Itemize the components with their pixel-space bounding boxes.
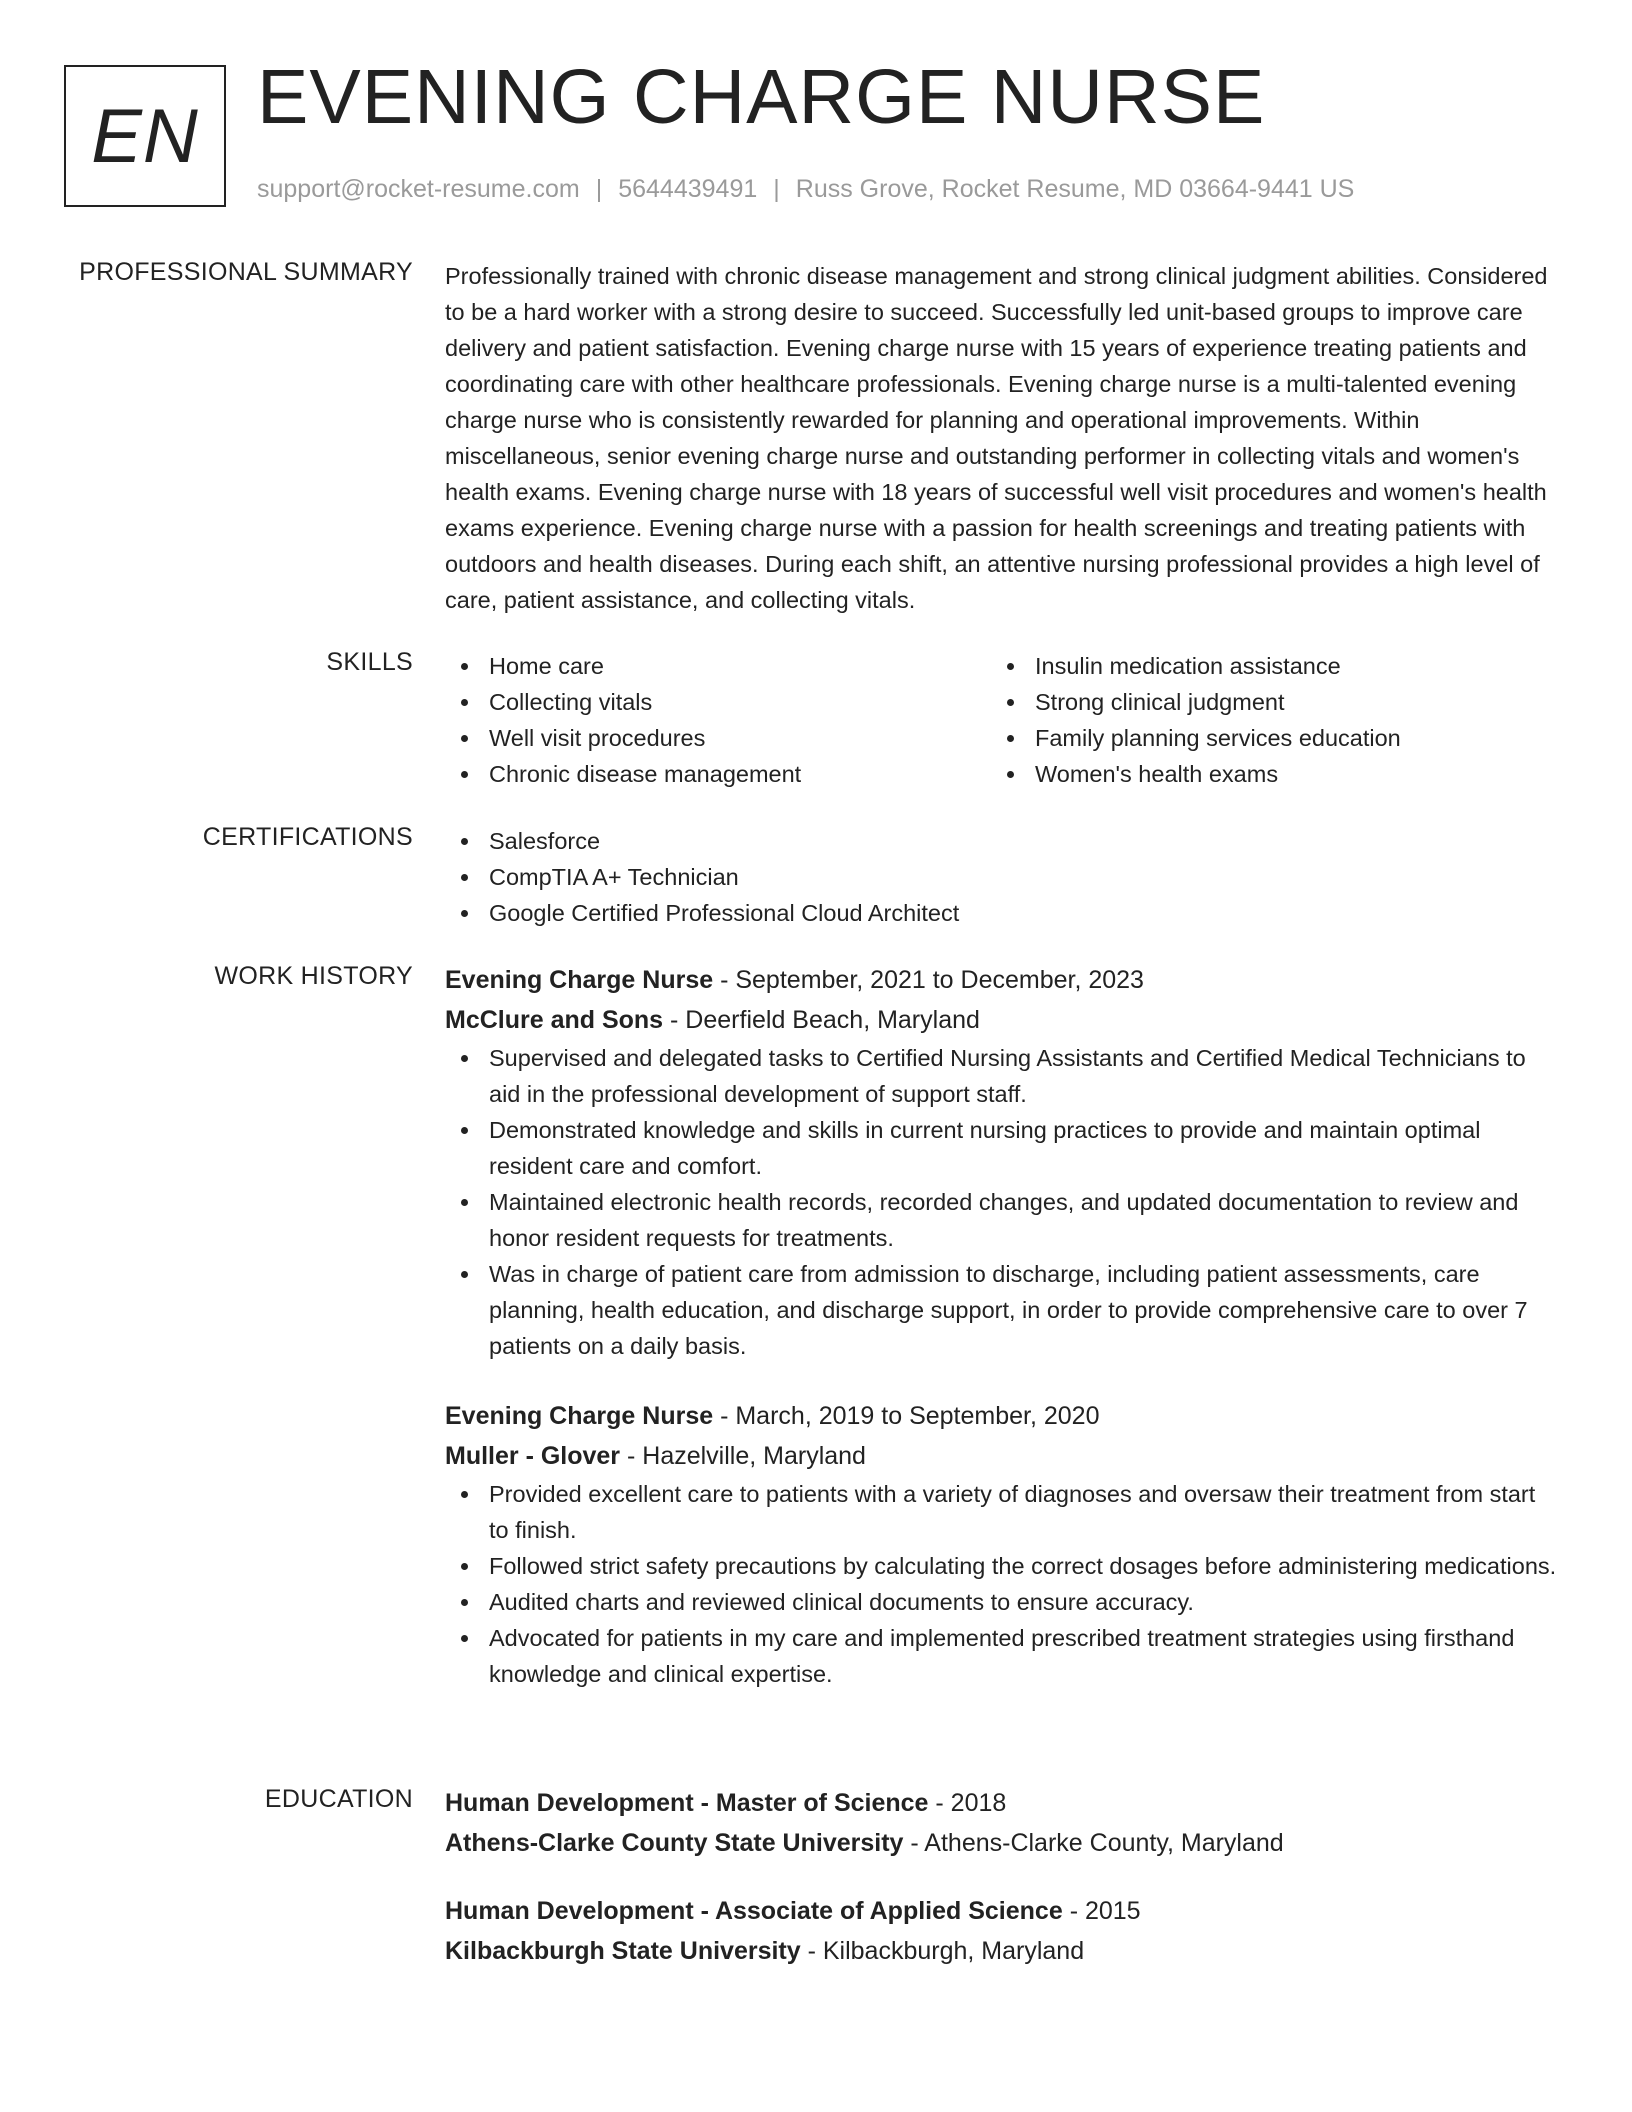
skill-item: Well visit procedures [445,720,991,756]
job-title-line [445,960,1560,1000]
section-label-skills: SKILLS [326,648,413,676]
job-dates: - September, 2021 to December, 2023 [713,966,1144,994]
section-label-work: WORK HISTORY [214,962,413,990]
education-year: - 2018 [928,1789,1007,1817]
job-company-line [445,1000,1560,1040]
skills-list-left [445,648,991,792]
job-title: Evening Charge Nurse [445,1402,714,1430]
job-location: - Hazelville, Maryland [620,1442,866,1470]
skill-item: Insulin medication assistance [991,648,1537,684]
certification-item: Google Certified Professional Cloud Architect [445,895,1560,931]
job-title-line [445,1396,1560,1436]
contact-separator: | [595,175,603,203]
skill-item: Chronic disease management [445,756,991,792]
job-company: McClure and Sons [445,1006,664,1034]
summary-text: Professionally trained with chronic disease management and strong clinical judgment abilities. Considered to be a hard worker with a strong desire to succeed. Successfully led unit-based groups to improve care delivery and patient satisfaction. Evening charge nurse with 15 years of experience treating patients and coordinating care with other healthcare professionals. Evening charge nurse is a multi-talented evening charge nurse who is consistently rewarded for planning and operational improvements. Within miscellaneous, senior evening charge nurse and outstanding performer in collecting vitals and women's health exams. Evening charge nurse with 18 years of successful well visit procedures and women's health exams experience. Evening charge nurse with a passion for health screenings and treating patients with outdoors and health diseases. During each shift, an attentive nursing professional provides a high level of care, patient assistance, and collecting vitals. [445,263,1548,613]
job-bullet: Provided excellent care to patients with a variety of diagnoses and oversaw their treatment from start to finish. [445,1476,1560,1548]
work-body [445,960,1560,1692]
resume-header [64,54,1568,215]
skills-body [445,648,1560,792]
monogram-box: EN [64,65,226,207]
contact-line [257,175,1354,204]
job-entry [445,1396,1560,1692]
education-location: - Kilbackburgh, Maryland [800,1937,1085,1965]
contact-phone: 5644439491 [618,175,758,203]
skill-item: Women's health exams [991,756,1537,792]
job-location: - Deerfield Beach, Maryland [663,1006,980,1034]
contact-address: Russ Grove, Rocket Resume, MD 03664-9441 US [795,175,1355,203]
job-bullet: Was in charge of patient care from admission to discharge, including patient assessments, care planning, health education, and discharge support, in order to provide comprehensive care to over 7 patients on a daily basis. [445,1256,1560,1364]
job-company: Muller - Glover [445,1442,621,1470]
job-title: Evening Charge Nurse [445,966,714,994]
job-bullet: Demonstrated knowledge and skills in current nursing practices to provide and maintain optimal resident care and comfort. [445,1112,1560,1184]
education-school: Kilbackburgh State University [445,1937,801,1965]
education-degree-line [445,1891,1560,1931]
job-dates: - March, 2019 to September, 2020 [713,1402,1100,1430]
skills-list-right [991,648,1537,792]
education-degree-line [445,1783,1560,1823]
section-label-summary: PROFESSIONAL SUMMARY [79,258,413,286]
job-bullet: Supervised and delegated tasks to Certified Nursing Assistants and Certified Medical Technicians to aid in the professional development of support staff. [445,1040,1560,1112]
certification-item: Salesforce [445,823,1560,859]
skill-item: Collecting vitals [445,684,991,720]
education-school-line [445,1823,1560,1863]
job-company-line [445,1436,1560,1476]
education-year: - 2015 [1062,1897,1141,1925]
education-entry [445,1783,1560,1863]
education-degree: Human Development - Master of Science [445,1789,929,1817]
contact-separator: | [773,175,780,203]
education-school-line [445,1931,1560,1971]
job-bullets [445,1040,1560,1364]
section-label-certifications: CERTIFICATIONS [202,823,413,851]
job-bullet: Advocated for patients in my care and implemented prescribed treatment strategies using firsthand knowledge and clinical expertise. [445,1620,1560,1692]
summary-body [445,258,1560,618]
certifications-body [445,823,1560,931]
section-label-education: EDUCATION [264,1785,413,1813]
certifications-list [445,823,1560,931]
education-school: Athens-Clarke County State University [445,1829,904,1857]
education-entry [445,1891,1560,1971]
contact-email: support@rocket-resume.com [257,175,580,203]
education-location: - Athens-Clarke County, Maryland [903,1829,1284,1857]
skill-item: Home care [445,648,991,684]
skill-item: Strong clinical judgment [991,684,1537,720]
education-body [445,1783,1560,1971]
certification-item: CompTIA A+ Technician [445,859,1560,895]
skill-item: Family planning services education [991,720,1537,756]
job-bullet: Audited charts and reviewed clinical documents to ensure accuracy. [445,1584,1560,1620]
job-bullet: Maintained electronic health records, recorded changes, and updated documentation to review and honor resident requests for treatments. [445,1184,1560,1256]
education-degree: Human Development - Associate of Applied Science [445,1897,1063,1925]
job-bullets [445,1476,1560,1692]
resume-title: EVENING CHARGE NURSE [257,54,1266,140]
job-entry [445,960,1560,1364]
job-bullet: Followed strict safety precautions by calculating the correct dosages before administering medications. [445,1548,1560,1584]
